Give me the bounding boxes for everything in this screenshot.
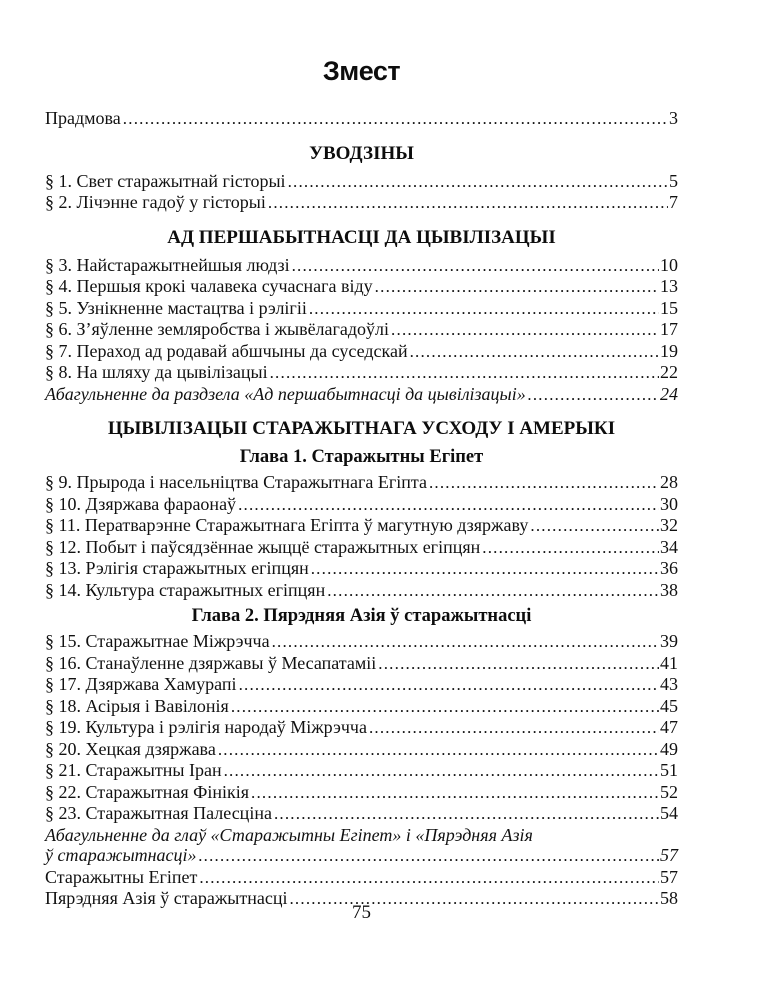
toc-entry-page: 49: [660, 738, 678, 759]
toc-section-heading: УВОДЗІНЫ: [309, 142, 414, 164]
dot-leader: [375, 276, 659, 298]
toc-entry-page: 28: [660, 472, 678, 492]
toc-entry-page: 13: [660, 276, 678, 296]
dot-leader: [391, 319, 659, 341]
toc-entry-page: 47: [660, 717, 678, 737]
toc-list: [45, 108, 678, 910]
toc-entry-page: 51: [660, 760, 678, 780]
toc-entry-page: 3: [669, 108, 678, 128]
toc-entry-page: 45: [660, 695, 678, 716]
toc-entry: [45, 739, 678, 761]
dot-leader: [268, 192, 668, 214]
toc-entry-label: § 23. Старажытная Палесціна: [45, 803, 272, 823]
toc-section-heading: АД ПЕРШАБЫТНАСЦІ ДА ЦЫВІЛІЗАЦЫІ: [167, 226, 556, 248]
toc-entry: [45, 341, 678, 363]
toc-entry: [45, 631, 678, 653]
toc-entry-page: 15: [660, 297, 678, 318]
dot-leader: [272, 631, 659, 653]
dot-leader: [123, 108, 668, 130]
toc-entry-label: § 5. Узнікненне мастацтва і рэлігіі: [45, 297, 307, 318]
dot-leader: [251, 782, 659, 804]
dot-leader: [292, 255, 659, 277]
toc-entry-label: Пярэдняя Азія ў старажытнасці: [45, 888, 288, 908]
toc-entry: [45, 580, 678, 602]
toc-entry-label: § 10. Дзяржава фараонаў: [45, 493, 237, 514]
toc-entry-label: § 2. Лічэнне гадоў у гісторыі: [45, 192, 266, 212]
dot-leader: [239, 674, 659, 696]
dot-leader: [482, 537, 659, 559]
dot-leader: [410, 341, 659, 363]
page-title: Змест: [322, 56, 401, 86]
toc-entry-label: § 3. Найстаражытнейшыя людзі: [45, 254, 290, 275]
toc-entry: [45, 717, 678, 739]
toc-entry-label: § 9. Прырода і насельніцтва Старажытнага Егіпта: [45, 472, 427, 492]
dot-leader: [274, 803, 659, 825]
dot-leader: [199, 867, 659, 889]
toc-entry: [45, 674, 678, 696]
toc-entry-page: 17: [660, 319, 678, 339]
toc-entry: [45, 171, 678, 193]
dot-leader: [231, 696, 659, 718]
toc-entry-label: § 15. Старажытнае Міжрэчча: [45, 631, 270, 651]
toc-entry-label: § 17. Дзяржава Хамурапі: [45, 674, 237, 694]
toc-entry: [45, 653, 678, 675]
toc-entry-page: 19: [660, 340, 678, 361]
toc-entry-label: § 13. Рэлігія старажытных егіпцян: [45, 558, 309, 578]
dot-leader: [530, 515, 659, 537]
toc-entry: [45, 845, 678, 867]
toc-entry-page: 30: [660, 493, 678, 514]
toc-entry-page: 43: [660, 674, 678, 694]
toc-entry-page: 41: [660, 652, 678, 673]
toc-entry-label: § 1. Свет старажытнай гісторыі: [45, 170, 286, 191]
toc-entry-label: § 11. Ператварэнне Старажытнага Егіпта ў магутную дзяржаву: [45, 515, 529, 535]
toc-entry-page: 10: [660, 254, 678, 275]
toc-entry: [45, 494, 678, 516]
toc-entry-label: § 22. Старажытная Фінікія: [45, 781, 250, 802]
toc-entry: [45, 362, 678, 384]
toc-entry-label: § 19. Культура і рэлігія народаў Міжрэчча: [45, 717, 367, 737]
toc-entry-page: 5: [669, 170, 678, 191]
toc-content: [45, 0, 678, 910]
toc-chapter-heading: Глава 2. Пярэдняя Азія ў старажытнасці: [191, 606, 532, 626]
dot-leader: [369, 717, 659, 739]
dot-leader: [288, 171, 668, 193]
toc-entry: [45, 384, 678, 406]
toc-entry-label: Прадмова: [45, 108, 121, 128]
toc-entry: [45, 276, 678, 298]
toc-entry-page: 54: [660, 803, 678, 823]
toc-entry: [45, 803, 678, 825]
toc-entry: [45, 696, 678, 718]
dot-leader: [311, 558, 659, 580]
toc-entry-label: Старажытны Егіпет: [45, 866, 198, 887]
toc-entry-page: 57: [660, 845, 678, 865]
toc-entry: [45, 319, 678, 341]
dot-leader: [309, 298, 659, 320]
toc-entry: [45, 298, 678, 320]
toc-entry: [45, 515, 678, 537]
dot-leader: [378, 653, 659, 675]
toc-entry-label: Абагульненне да глаў «Старажытны Егіпет» і «Пярэдняя Азія: [45, 824, 533, 845]
folio-page-number: 75: [352, 902, 371, 923]
toc-entry-label: § 20. Хецкая дзяржава: [45, 738, 216, 759]
toc-entry-label: § 21. Старажытны Іран: [45, 760, 222, 780]
toc-entry-page: 36: [660, 558, 678, 578]
toc-entry-page: 7: [669, 192, 678, 212]
toc-entry-label: § 4. Першыя крокі чалавека сучаснага віду: [45, 276, 373, 296]
toc-entry-label: § 18. Асірыя і Вавілонія: [45, 695, 229, 716]
toc-entry-label: § 7. Пераход ад родавай абшчыны да суседскай: [45, 340, 408, 361]
toc-entry: [45, 782, 678, 804]
dot-leader: [528, 384, 659, 406]
toc-entry: [45, 192, 678, 214]
toc-entry-label: § 8. На шляху да цывілізацыі: [45, 362, 268, 382]
toc-section-heading: ЦЫВІЛІЗАЦЫІ СТАРАЖЫТНАГА УСХОДУ І АМЕРЫКІ: [107, 418, 616, 439]
toc-entry-page: 34: [660, 536, 678, 557]
toc-entry-label: § 14. Культура старажытных егіпцян: [45, 579, 326, 600]
toc-entry: [45, 255, 678, 277]
toc-entry: [45, 558, 678, 580]
toc-entry: [45, 760, 678, 782]
toc-entry-label: ў старажытнасці»: [45, 845, 197, 865]
toc-entry-label: § 12. Побыт і паўсядзённае жыццё старажытных егіпцян: [45, 536, 481, 557]
toc-entry-page: 58: [660, 888, 678, 908]
dot-leader: [327, 580, 659, 602]
toc-entry-label: Абагульненне да раздзела «Ад першабытнасці да цывілізацыі»: [45, 383, 526, 404]
toc-entry-page: 22: [660, 362, 678, 382]
toc-entry: [45, 867, 678, 889]
dot-leader: [429, 472, 659, 494]
toc-entry-label: § 6. З’яўленне земляробства і жывёлагадоўлі: [45, 319, 390, 339]
toc-entry: [45, 108, 678, 130]
toc-entry-page: 52: [660, 781, 678, 802]
dot-leader: [218, 739, 659, 761]
dot-leader: [224, 760, 659, 782]
dot-leader: [238, 494, 659, 516]
toc-chapter-heading: Глава 1. Старажытны Егіпет: [239, 447, 484, 467]
toc-entry-label: § 16. Станаўленне дзяржавы ў Месапатаміі: [45, 652, 377, 673]
dot-leader: [199, 845, 659, 867]
toc-entry-page: 57: [660, 866, 678, 887]
toc-entry: [45, 472, 678, 494]
toc-entry-page: 38: [660, 579, 678, 600]
dot-leader: [270, 362, 659, 384]
toc-entry: [45, 537, 678, 559]
toc-entry-page: 39: [660, 631, 678, 651]
toc-entry-page: 32: [660, 515, 678, 535]
toc-entry-page: 24: [660, 383, 678, 404]
